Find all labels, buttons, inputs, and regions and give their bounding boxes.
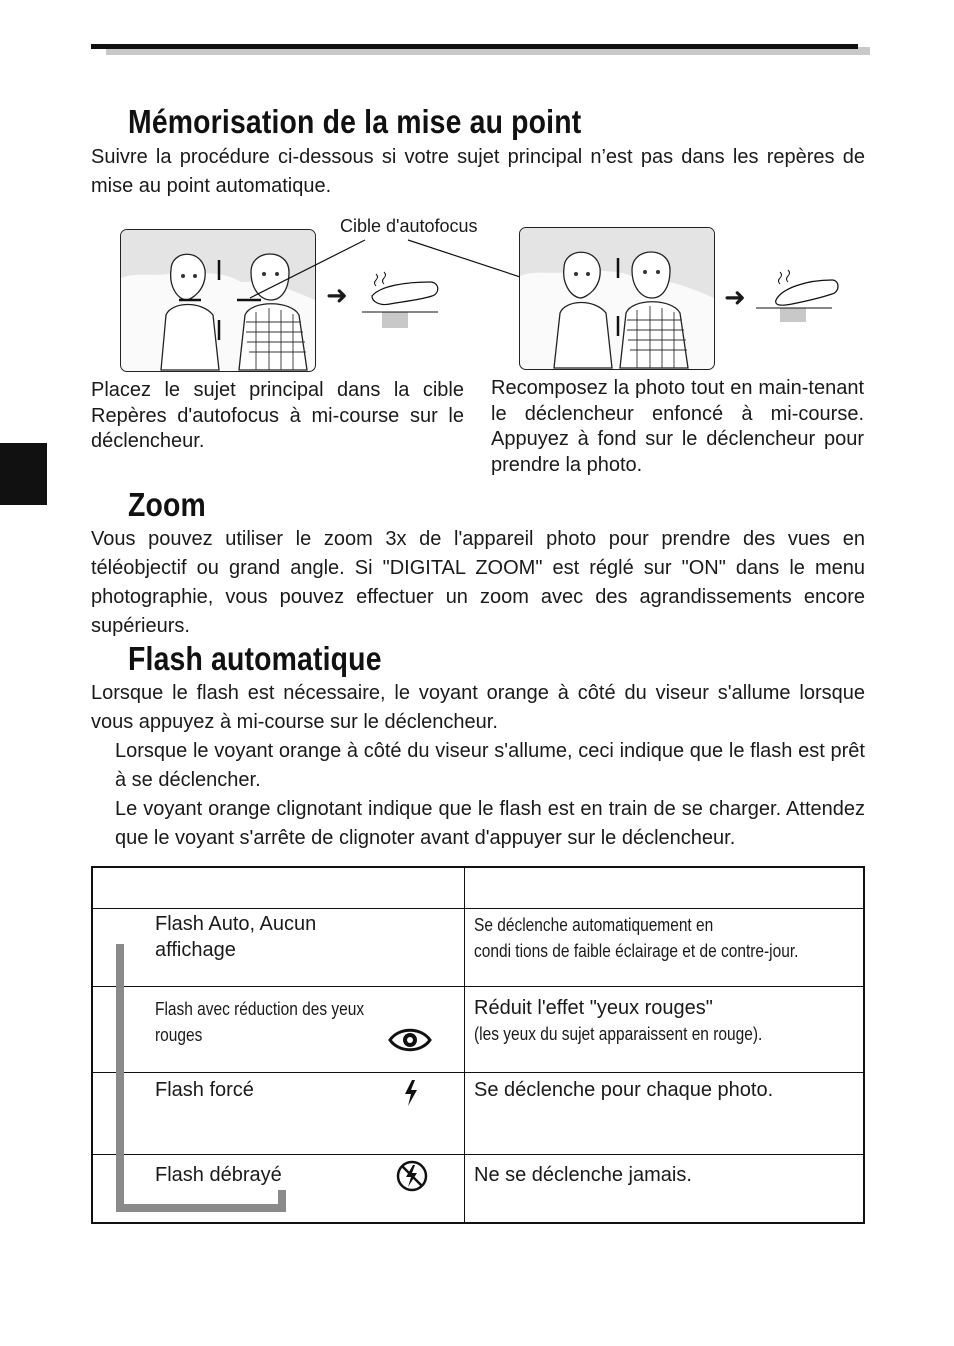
autofocus-target-label: Cible d'autofocus (340, 216, 478, 236)
caption-right: Recomposez la photo tout en main-tenant le déclencheur enfoncé à mi-course. Appuyez à fond sur le déclencheur pour prendre la photo. (491, 377, 864, 476)
photo-right (519, 227, 715, 370)
mode-label: Flash forcé (155, 1078, 254, 1101)
table-row (92, 1072, 864, 1154)
mode-cycle-bracket (116, 944, 124, 1212)
arrow-right-icon: ➜ (724, 282, 746, 312)
zoom-body: Vous pouvez utiliser le zoom 3x de l'appareil photo pour prendre des vues en téléobjectif ou grand angle. Si "DIGITAL ZOOM" est réglé sur "ON" dans le menu photographie, vous pouvez effectuer un zoom avec des agrandissements encore supérieurs. (91, 528, 865, 637)
table-row (92, 1154, 864, 1223)
description-cell (465, 986, 865, 1072)
description-cell (465, 908, 865, 986)
description-text: (les yeux du sujet apparaissent en rouge). (474, 1023, 763, 1044)
flash-on-icon (401, 1079, 421, 1107)
chapter-tab (0, 443, 47, 505)
description-cell (465, 1072, 865, 1154)
flash-body: Lorsque le flash est nécessaire, le voyant orange à côté du viseur s'allume lorsque vous appuyez à mi-course sur le déclencheur. (91, 682, 865, 733)
description-text: Se déclenche automatiquement en (474, 914, 714, 935)
flash-bullet-2: Le voyant orange clignotant indique que le flash est en train de se charger. Attendez que le voyant s'arrête de clignoter avant d'appuyer sur le déclencheur. (115, 798, 865, 849)
flash-bullet-1: Lorsque le voyant orange à côté du viseur s'allume, ceci indique que le flash est prêt à se déclencher. (115, 740, 865, 791)
mode-cycle-bracket-end (278, 1190, 286, 1212)
half-press-finger-icon (360, 268, 450, 338)
mode-cell (92, 986, 465, 1072)
mode-cell (92, 908, 465, 986)
mode-label: Flash avec réduction des yeux (155, 998, 365, 1019)
flash-mode-table (91, 866, 865, 1224)
table-header-row (92, 867, 864, 908)
flash-off-icon (395, 1159, 429, 1193)
mode-label: Flash débrayé (155, 1163, 282, 1186)
two-children-illustration (520, 228, 714, 369)
full-press-finger-icon (752, 266, 842, 326)
header-cell-description (465, 867, 865, 908)
table-row (92, 908, 864, 986)
mode-label: rouges (155, 1024, 203, 1045)
mode-cycle-bracket-foot (116, 1204, 286, 1212)
arrow-right-icon: ➜ (326, 280, 348, 310)
red-eye-icon (387, 1025, 433, 1055)
section-title-focus-lock: Mémorisation de la mise au point (128, 103, 582, 140)
mode-cell (92, 1072, 465, 1154)
focus-lock-intro: Suivre la procédure ci-dessous si votre sujet principal n’est pas dans les repères de mise au point automatique. (91, 146, 865, 197)
description-text: condi tions de faible éclairage et de contre-jour. (474, 940, 799, 961)
mode-label: Flash Auto, Aucun (155, 912, 317, 935)
description-cell (465, 1154, 865, 1223)
mode-label: affichage (155, 938, 236, 961)
mode-cell (92, 1154, 465, 1223)
section-title-zoom: Zoom (128, 486, 206, 523)
description-text: Ne se déclenche jamais. (474, 1163, 692, 1186)
header-cell-mode (92, 867, 465, 908)
caption-left: Placez le sujet principal dans la cible Repères d'autofocus à mi-course sur le déclencheur. (91, 379, 464, 452)
description-text: Se déclenche pour chaque photo. (474, 1078, 774, 1101)
section-title-flash: Flash automatique (128, 640, 382, 677)
description-text: Réduit l'effet "yeux rouges" (474, 996, 713, 1019)
table-row (92, 986, 864, 1072)
